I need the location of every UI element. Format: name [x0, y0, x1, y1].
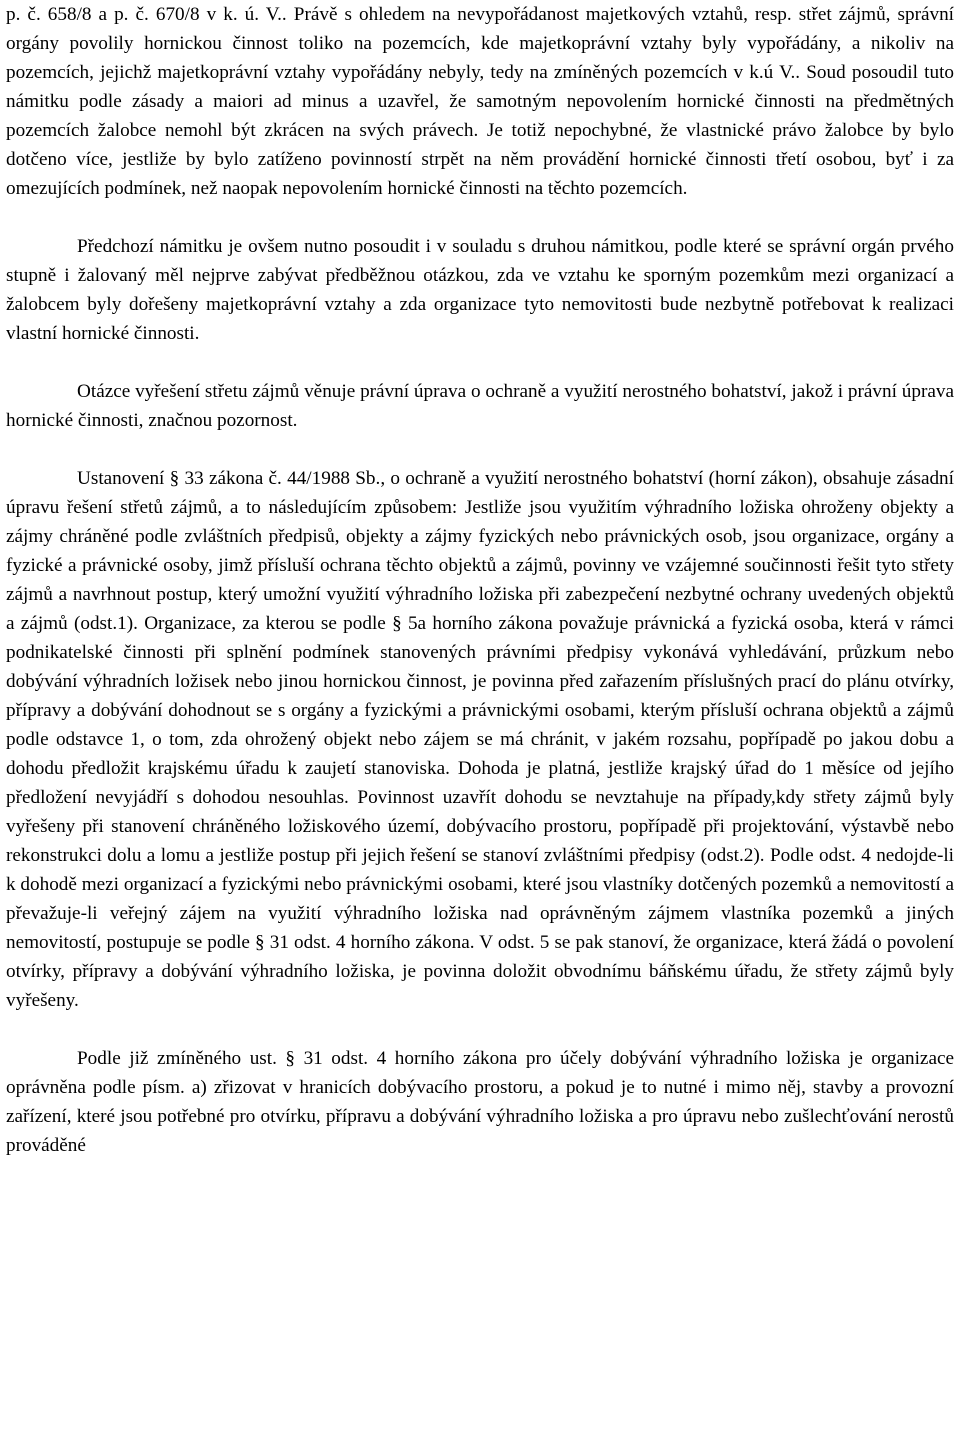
paragraph-5: Podle již zmíněného ust. § 31 odst. 4 horního zákona pro účely dobývání výhradního ložiska je organizace oprávněna podle písm. a) zřizovat v hranicích dobývacího prostoru, a pokud je to nutné i mimo něj, stavby a provozní zařízení, které jsou potřebné pro otvírku, přípravu a dobývání výhradního ložiska a pro úpravu nebo zušlechťování nerostů prováděné [6, 1048, 954, 1156]
paragraph-2: Předchozí námitku je ovšem nutno posoudit i v souladu s druhou námitkou, podle které se správní orgán prvého stupně i žalovaný měl nejprve zabývat předběžnou otázkou, zda ve vztahu ke sporným pozemkům mezi organizací a žalobcem byly dořešeny majetkoprávní vztahy a zda organizace tyto nemovitosti bude nezbytně potřebovat k realizaci vlastní hornické činnosti. [6, 236, 954, 344]
paragraph-4: Ustanovení § 33 zákona č. 44/1988 Sb., o ochraně a využití nerostného bohatství (horní zákon), obsahuje zásadní úpravu řešení střetů zájmů, a to následujícím způsobem: Jestliže jsou využitím výhradního ložiska ohroženy objekty a zájmy chráněné podle zvláštních předpisů, objekty a zájmy fyzických nebo právnických osob, jsou organizace, orgány a fyzické a právnické osoby, jimž přísluší ochrana těchto objektů a zájmů, povinny ve vzájemné součinnosti řešit tyto střety zájmů a navrhnout postup, který umožní využití výhradního ložiska při zabezpečení nezbytné ochrany uvedených objektů a zájmů (odst.1). Organizace, za kterou se podle § 5a horního zákona považuje právnická a fyzická osoba, která v rámci podnikatelské činnosti při splnění podmínek stanovených právními předpisy vykonává vyhledávání, průzkum nebo dobývání výhradních ložisek nebo jinou hornickou činnost, je povinna před zařazením příslušných prací do plánu otvírky, přípravy a dobývání dohodnout se s orgány a fyzickými a právnickými osobami, kterým přísluší ochrana objektů a zájmů podle odstavce 1, o tom, zda ohrožený objekt nebo zájem se má chránit, v jakém rozsahu, popřípadě po jakou dobu a dohodu předložit krajskému úřadu k zaujetí stanoviska. Dohoda je platná, jestliže krajský úřad do 1 měsíce od jejího předložení nevyjádří s dohodou nesouhlas. Povinnost uzavřít dohodu se nevztahuje na případy,kdy střety zájmů byly vyřešeny při stanovení chráněného ložiskového území, dobývacího prostoru, popřípadě při projektování, výstavbě nebo rekonstrukci dolu a lomu a jestliže postup při jejich řešení se stanoví zvláštními předpisy (odst.2). Podle odst. 4 nedojde-li k dohodě mezi organizací a fyzickými nebo právnickými osobami, které jsou vlastníky dotčených pozemků a nemovitostí a převažuje-li veřejný zájem na využití výhradního ložiska nad oprávněným zájmem vlastníka pozemků a jiných nemovitostí, postupuje se podle § 31 odst. 4 horního zákona. V odst. 5 se pak stanoví, že organizace, která žádá o povolení otvírky, přípravy a dobývání výhradního ložiska, je povinna doložit obvodnímu báňskému úřadu, že střety zájmů byly vyřešeny. [6, 468, 954, 1011]
paragraph-1: p. č. 658/8 a p. č. 670/8 v k. ú. V.. Právě s ohledem na nevypořádanost majetkových vztahů, resp. střet zájmů, správní orgány povolily hornickou činnost toliko na pozemcích, kde majetkoprávní vztahy byly vypořádány, a nikoliv na pozemcích, jejichž majetkoprávní vztahy vypořádány nebyly, tedy na zmíněných pozemcích v k.ú V.. Soud posoudil tuto námitku podle zásady a maiori ad minus a uzavřel, že samotným nepovolením hornické činnosti na předmětných pozemcích žalobce nemohl být zkrácen na svých právech. Je totiž nepochybné, že vlastnické právo žalobce by bylo dotčeno více, jestliže by bylo zatíženo povinností strpět na něm provádění hornické činnosti třetí osobou, byť i za omezujících podmínek, než naopak nepovolením hornické činnosti na těchto pozemcích. [6, 4, 954, 199]
document-page [6, 0, 954, 1448]
paragraph-3: Otázce vyřešení střetu zájmů věnuje právní úprava o ochraně a využití nerostného bohatství, jakož i právní úprava hornické činnosti, značnou pozornost. [6, 381, 954, 431]
